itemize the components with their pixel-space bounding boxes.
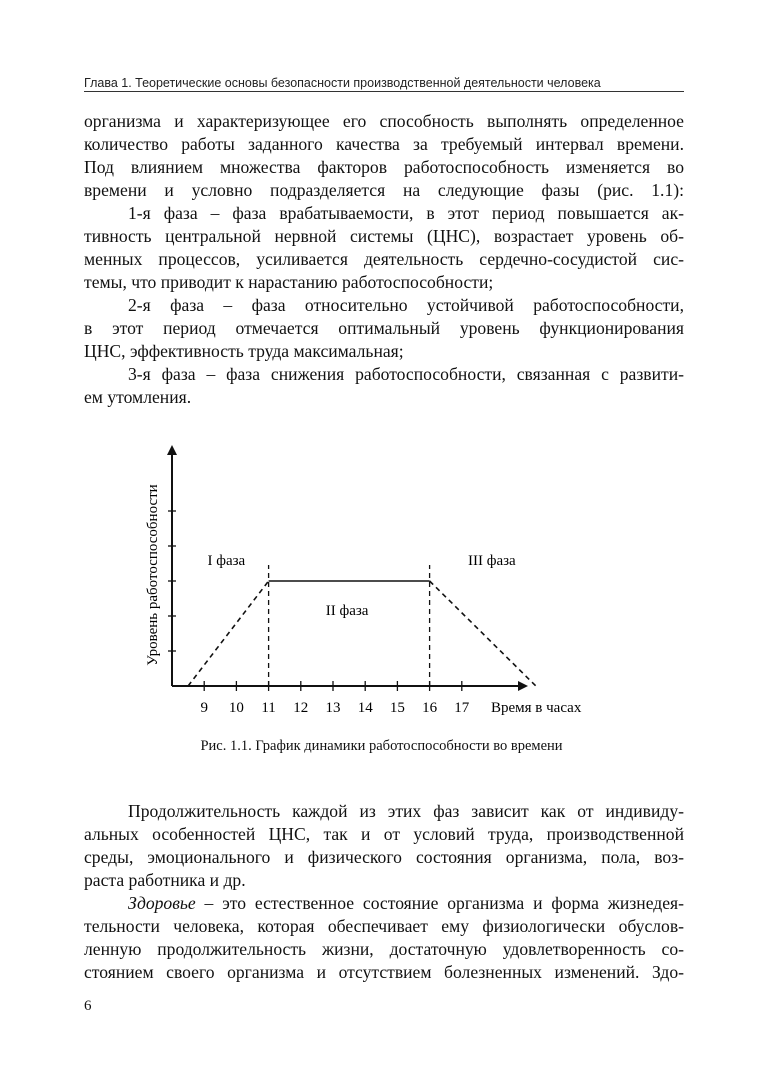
text-line: 1-я фаза – фаза врабатываемости, в этот период повышается ак- [128, 203, 684, 223]
figure-caption: Рис. 1.1. График динамики работоспособности во времени [200, 738, 563, 754]
y-axis-label: Уровень работоспособности [145, 484, 161, 666]
text-line: Продолжительность каждой из этих фаз зависит как от индивиду- [128, 801, 684, 821]
text-line: 3-я фаза – фаза снижения работоспособности, связанная с развити- [128, 364, 684, 384]
x-axis-label: Время в часах [491, 700, 582, 716]
text-line: Под влиянием множества факторов работоспособность изменяется во [84, 157, 684, 177]
running-head: Глава 1. Теоретические основы безопасности производственной деятельности человека [84, 76, 601, 90]
health-definition: – это естественное состояние организма и форма жизнедея- [195, 893, 684, 913]
x-tick-label: 14 [357, 700, 373, 716]
x-tick-label: 12 [293, 700, 309, 716]
text-line: тивность центральной нервной системы (ЦНС), возрастает уровень об- [84, 226, 684, 246]
x-tick-label: 17 [454, 700, 470, 716]
text-line: стоянием своего организма и отсутствием болезненных изменений. Здо- [84, 962, 684, 982]
text-line: темы, что приводит к нарастанию работоспособности; [84, 272, 494, 292]
text-line: ем утомления. [84, 387, 192, 407]
text-line: ленную продолжительность жизни, достаточную удовлетворенность со- [84, 939, 684, 959]
text-line: ЦНС, эффективность труда максимальная; [84, 341, 404, 361]
text-line [128, 893, 684, 913]
text-line: тельности человека, которая обеспечивает ему физиологически обуслов- [84, 916, 684, 936]
text-line: альных особенностей ЦНС, так и от условий труда, производственной [84, 824, 684, 844]
page-number: 6 [84, 998, 92, 1014]
x-tick-label: 15 [389, 700, 405, 716]
series-line [430, 581, 536, 686]
phase-label: I фаза [207, 553, 246, 569]
phase-label: III фаза [468, 553, 516, 569]
x-tick-label: 16 [422, 700, 438, 716]
text-line: организма и характеризующее его способность выполнять определенное [84, 111, 684, 131]
series-line [188, 581, 269, 686]
text-line: времени и условно подразделяется на следующие фазы (рис. 1.1): [84, 180, 684, 200]
health-term: Здоровье [128, 893, 196, 913]
text-line: количество работы заданного качества за требуемый интервал времени. [84, 134, 684, 154]
x-tick-label: 11 [261, 700, 276, 716]
x-tick-label: 10 [228, 700, 244, 716]
text-line: 2-я фаза – фаза относительно устойчивой работоспособности, [128, 295, 684, 315]
text-line: среды, эмоционального и физического состояния организма, пола, воз- [84, 847, 684, 867]
phase-label: II фаза [325, 603, 369, 619]
text-line: менных процессов, усиливается деятельность сердечно-сосудистой сис- [84, 249, 684, 269]
x-tick-label: 13 [325, 700, 341, 716]
x-tick-label: 9 [200, 700, 208, 716]
text-line: в этот период отмечается оптимальный уровень функционирования [84, 318, 684, 338]
text-line: раста работника и др. [84, 870, 246, 890]
